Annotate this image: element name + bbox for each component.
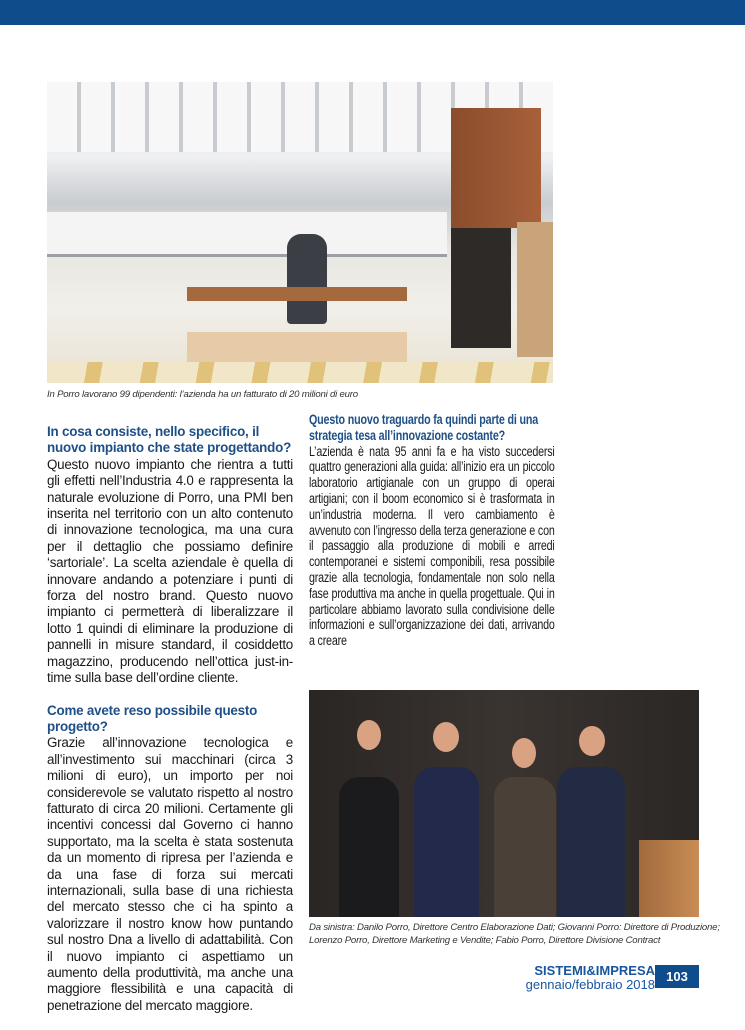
- magazine-footer: [526, 964, 655, 992]
- factory-photo: [47, 82, 553, 383]
- answer-paragraph: L’azienda è nata 95 anni fa e ha visto succedersi quattro generazioni alla guida: all’inizio era un piccolo laboratorio artigianale con un gruppo di operai artigiani; con il boom economico si è trasformata in un’industria moderna. Il vero cambiamento è avvenuto con l’ingresso della terza generazione e con il passaggio alla produzione di mobili e arredi contemporanei e sistemi componibili, resa possibile grazie alla tecnologia, fondamentale non solo nella fase produttiva ma anche in quella progettuale. Qui in particolare abbiamo lavorato sulla condivisione delle informazioni e sull’organizzazione dei dati, arrivando a creare: [309, 443, 555, 649]
- answer-paragraph: Grazie all’innovazione tecnologica e all’investimento sui macchinari (circa 3 milioni di euro), un importo per noi considerevole se valutato rispetto al nostro fatturato di circa 20 milioni. Certamente gli incentivi concessi dal Governo ci hanno supportato, ma la scelta è stata sostenuta da un momento di ripresa per l’azienda e da una fase di forza sui mercati internazionali, sulla base di una richiesta del mercato stesso che ci ha spinto a valorizzare il nostro know how puntando sul nostro Dna a livello di adattabilità. Con il nuovo impianto ci aspettiamo un aumento della produttività, ma anche una maggiore flessibilità e una capacità di penetrazione del mercato maggiore.: [47, 735, 293, 1013]
- photo-caption: In Porro lavorano 99 dipendenti: l’azienda ha un fatturato di 20 milioni di euro: [47, 389, 358, 400]
- top-banner: [0, 0, 745, 25]
- magazine-title: SISTEMI&IMPRESA: [534, 963, 655, 978]
- photo-caption: Da sinistra: Danilo Porro, Direttore Centro Elaborazione Dati; Giovanni Porro: Direttore di Produzione; Lorenzo Porro, Direttore Marketing e Vendite; Fabio Porro, Direttore Divisione Contract: [309, 922, 720, 946]
- question-heading: Come avete reso possibile questo progetto?: [47, 702, 258, 734]
- group-photo: [309, 690, 699, 917]
- question-heading: Questo nuovo traguardo fa quindi parte di una strategia tesa all’innovazione costante?: [309, 412, 539, 443]
- page-number: 103: [655, 965, 699, 988]
- right-column: [309, 412, 555, 649]
- answer-paragraph: Questo nuovo impianto che rientra a tutti gli effetti nell’Industria 4.0 e rappresenta la naturale evoluzione di Porro, una PMI ben inserita nel territorio con un alto contenuto di innovazione tecnologica, ma una cura per il dettaglio che possiamo definire ‘sartoriale’. La scelta aziendale è quella di innovare andando a potenziare i punti di forza del nostro brand. Questo nuovo impianto ci permetterà di liberalizzare il lotto 1 quindi di eliminare la produzione di pannelli in misure standard, il cosiddetto magazzino, producendo nell’ottica just-in-time sulla base dell’ordine cliente.: [47, 456, 293, 686]
- left-column: [47, 424, 293, 1030]
- issue-date: gennaio/febbraio 2018: [525, 977, 655, 992]
- question-heading: In cosa consiste, nello specifico, il nuovo impianto che state progettando?: [47, 424, 292, 456]
